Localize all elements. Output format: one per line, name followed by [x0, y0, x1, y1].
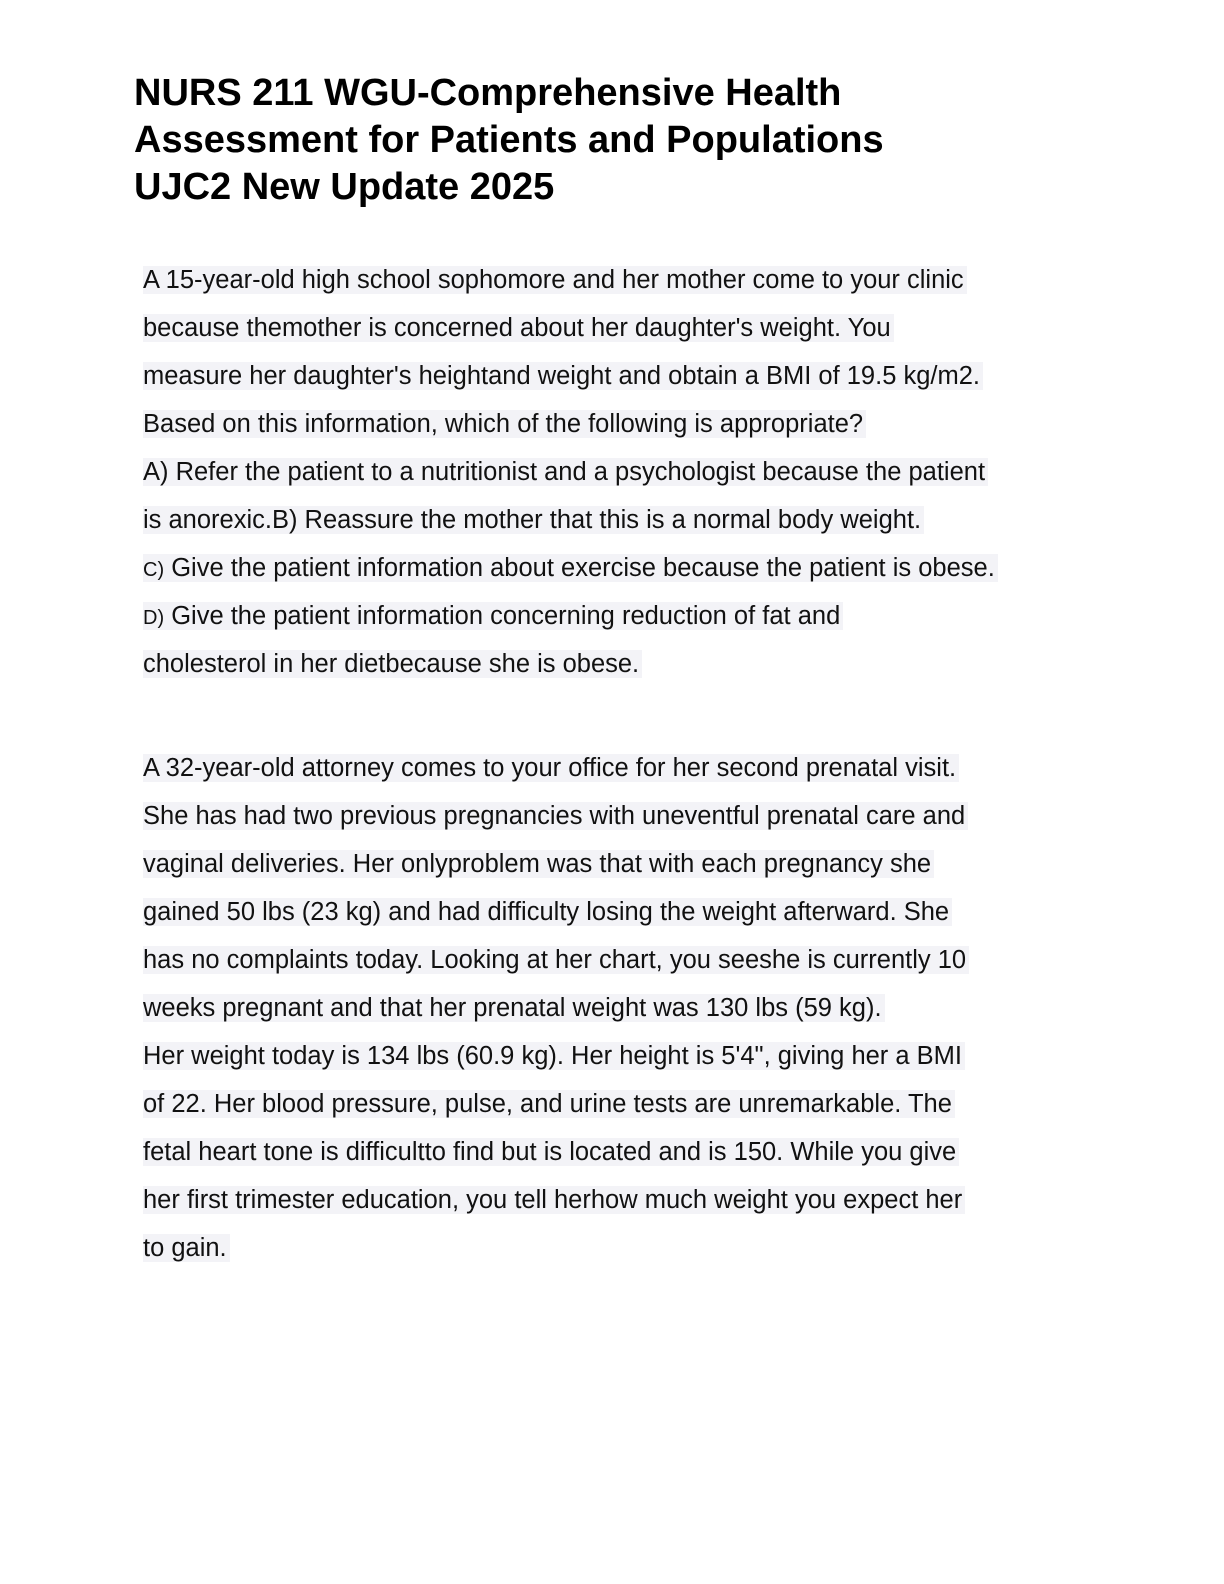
- question-line-text: Her weight today is 134 lbs (60.9 kg). Her height is 5'4", giving her a BMI: [143, 1042, 965, 1070]
- option-d-wrapper: [143, 602, 843, 630]
- question-line: [143, 1227, 1103, 1275]
- question-line-text: vaginal deliveries. Her onlyproblem was that with each pregnancy she: [143, 850, 934, 878]
- question-line-text: to gain.: [143, 1234, 230, 1262]
- question-line-text: A 32-year-old attorney comes to your office for her second prenatal visit.: [143, 754, 959, 782]
- question-line: [143, 259, 1103, 307]
- question-line: [143, 939, 1103, 987]
- question-line: [143, 1131, 1103, 1179]
- answer-option-b: [143, 499, 1103, 547]
- question-line-text: of 22. Her blood pressure, pulse, and urine tests are unremarkable. The: [143, 1090, 955, 1118]
- title-line: Assessment for Patients and Populations: [134, 119, 884, 161]
- question-line: [143, 1083, 1103, 1131]
- question-line-text: gained 50 lbs (23 kg) and had difficulty losing the weight afterward. She: [143, 898, 952, 926]
- question-2: [143, 747, 1103, 1275]
- page-title: [134, 70, 1034, 211]
- option-c-wrapper: [143, 554, 998, 582]
- question-1: [143, 259, 1103, 691]
- question-line-text: weeks pregnant and that her prenatal weight was 130 lbs (59 kg).: [143, 994, 885, 1022]
- question-line-text: She has had two previous pregnancies with uneventful prenatal care and: [143, 802, 968, 830]
- title-line: UJC2 New Update 2025: [134, 166, 555, 208]
- question-line-text: Based on this information, which of the following is appropriate?: [143, 410, 866, 438]
- answer-option-a: [143, 451, 1103, 499]
- question-line: [143, 747, 1103, 795]
- question-line-text: is anorexic.B) Reassure the mother that this is a normal body weight.: [143, 506, 924, 534]
- question-line-text: A) Refer the patient to a nutritionist and a psychologist because the patient: [143, 458, 988, 486]
- question-line-text: because themother is concerned about her daughter's weight. You: [143, 314, 894, 342]
- option-d-continued-text: cholesterol in her dietbecause she is obese.: [143, 650, 642, 678]
- question-line: [143, 987, 1103, 1035]
- question-line-text: measure her daughter's heightand weight and obtain a BMI of 19.5 kg/m2.: [143, 362, 983, 390]
- option-c-letter: C): [143, 559, 165, 581]
- question-line: [143, 891, 1103, 939]
- option-d-letter: D): [143, 607, 165, 629]
- option-c-text: Give the patient information about exercise because the patient is obese.: [164, 554, 995, 582]
- question-line: [143, 307, 1103, 355]
- question-line: [143, 403, 1103, 451]
- question-line: [143, 1035, 1103, 1083]
- option-d-text: Give the patient information concerning reduction of fat and: [164, 602, 841, 630]
- question-line: [143, 355, 1103, 403]
- question-line-text: has no complaints today. Looking at her chart, you seeshe is currently 10: [143, 946, 969, 974]
- question-line-text: fetal heart tone is difficultto find but is located and is 150. While you give: [143, 1138, 959, 1166]
- question-line: [143, 1179, 1103, 1227]
- question-line: [143, 843, 1103, 891]
- question-line: [143, 795, 1103, 843]
- question-line-text: A 15-year-old high school sophomore and her mother come to your clinic: [143, 266, 967, 294]
- answer-option-d-continued: [143, 643, 1103, 691]
- question-line-text: her first trimester education, you tell herhow much weight you expect her: [143, 1186, 965, 1214]
- title-line: NURS 211 WGU-Comprehensive Health: [134, 72, 842, 114]
- answer-option-d: [143, 595, 1103, 643]
- answer-option-c: [143, 547, 1103, 595]
